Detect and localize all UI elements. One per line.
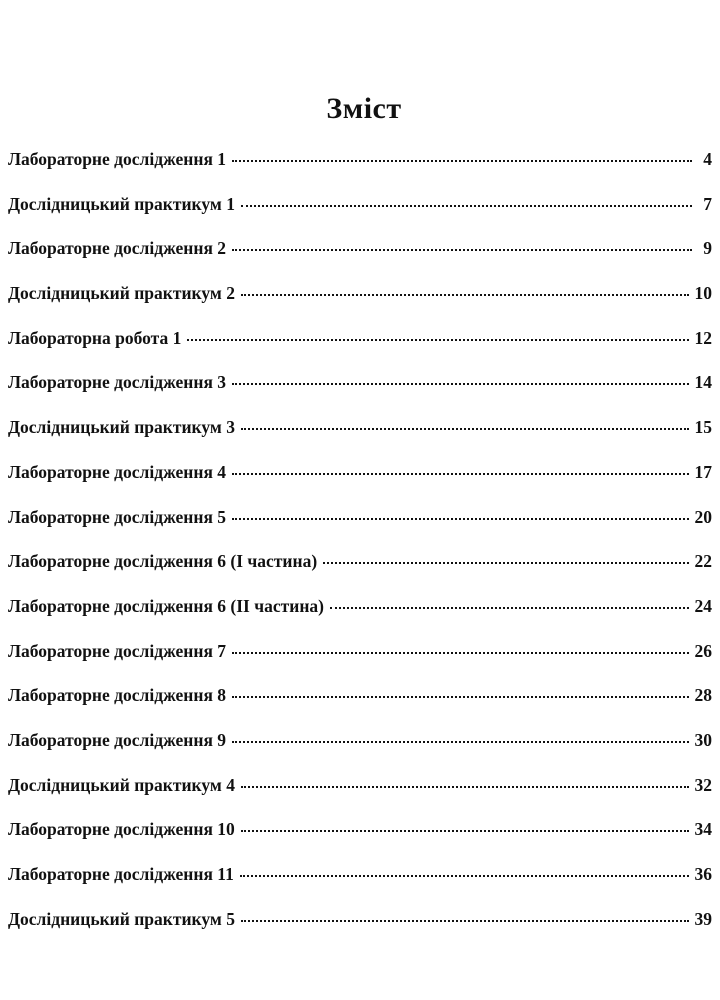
toc-entry-page-number: 9 — [703, 238, 712, 259]
dot-leader — [232, 383, 688, 385]
toc-entry-page-number: 32 — [694, 774, 712, 795]
toc-entry-label: Лабораторне дослідження 10 — [8, 819, 235, 840]
toc-entry — [8, 321, 712, 366]
toc-entry — [8, 589, 712, 634]
toc-entry — [8, 276, 712, 321]
toc-entry-label: Дослідницький практикум 4 — [8, 774, 235, 795]
toc-entry-page-number: 7 — [703, 193, 712, 214]
dot-leader — [232, 741, 688, 743]
dot-leader — [323, 562, 688, 564]
toc-entry — [8, 187, 712, 232]
dot-leader — [232, 652, 688, 654]
toc-entry-label: Дослідницький практикум 1 — [8, 193, 235, 214]
toc-entry — [8, 678, 712, 723]
toc-entry-page-number: 26 — [694, 640, 712, 661]
toc-entry — [8, 857, 712, 902]
toc-entry-page-number: 4 — [703, 149, 712, 169]
toc-entry — [8, 142, 712, 187]
toc-entry-label: Лабораторне дослідження 4 — [8, 461, 227, 482]
dot-leader — [330, 607, 689, 609]
toc-entry — [8, 500, 712, 545]
toc-entry-page-number: 36 — [694, 864, 712, 884]
toc-entry-label: Лабораторне дослідження 7 — [8, 640, 227, 661]
toc-entry-page-number: 22 — [694, 551, 712, 572]
dot-leader — [241, 294, 689, 296]
dot-leader — [187, 339, 688, 341]
table-of-contents — [8, 142, 712, 946]
toc-entry-label: Лабораторне дослідження 11 — [8, 864, 234, 884]
toc-entry-label: Дослідницький практикум 3 — [8, 417, 235, 438]
toc-entry-label: Лабораторне дослідження 8 — [8, 685, 227, 706]
toc-entry-label: Лабораторне дослідження 6 (II частина) — [8, 595, 324, 616]
toc-entry-label: Лабораторне дослідження 2 — [8, 238, 227, 259]
dot-leader — [241, 428, 689, 430]
dot-leader — [232, 473, 688, 475]
toc-entry-label: Лабораторне дослідження 6 (I частина) — [8, 551, 318, 572]
toc-entry-label: Лабораторне дослідження 1 — [8, 149, 227, 169]
dot-leader — [241, 786, 689, 788]
toc-entry-label: Дослідницький практикум 5 — [8, 908, 235, 929]
dot-leader — [232, 160, 692, 162]
page-title: Зміст — [326, 92, 402, 125]
toc-entry — [8, 455, 712, 500]
toc-entry — [8, 902, 712, 947]
toc-entry-label: Лабораторне дослідження 9 — [8, 729, 227, 750]
toc-entry-label: Дослідницький практикум 2 — [8, 283, 235, 304]
dot-leader — [240, 875, 689, 877]
toc-entry-page-number: 39 — [694, 908, 712, 929]
toc-entry-page-number: 17 — [694, 461, 712, 482]
toc-entry — [8, 634, 712, 679]
toc-entry — [8, 544, 712, 589]
toc-entry-page-number: 15 — [694, 417, 712, 438]
toc-entry-label: Лабораторна робота 1 — [8, 327, 182, 348]
toc-entry — [8, 365, 712, 410]
toc-entry — [8, 723, 712, 768]
toc-entry-label: Лабораторне дослідження 3 — [8, 372, 227, 393]
toc-entry-page-number: 12 — [694, 327, 712, 348]
toc-entry-page-number: 34 — [694, 819, 712, 840]
dot-leader — [241, 830, 689, 832]
toc-entry — [8, 768, 712, 813]
dot-leader — [232, 696, 688, 698]
toc-entry-label: Лабораторне дослідження 5 — [8, 506, 227, 527]
dot-leader — [232, 249, 692, 251]
dot-leader — [241, 920, 689, 922]
toc-entry-page-number: 20 — [694, 506, 712, 527]
toc-entry-page-number: 28 — [694, 685, 712, 706]
dot-leader — [241, 205, 692, 207]
toc-entry-page-number: 30 — [694, 729, 712, 750]
toc-entry-page-number: 10 — [694, 283, 712, 304]
toc-entry — [8, 410, 712, 455]
toc-entry — [8, 231, 712, 276]
toc-entry-page-number: 24 — [694, 595, 712, 616]
toc-entry-page-number: 14 — [694, 372, 712, 393]
toc-entry — [8, 812, 712, 857]
dot-leader — [232, 518, 688, 520]
